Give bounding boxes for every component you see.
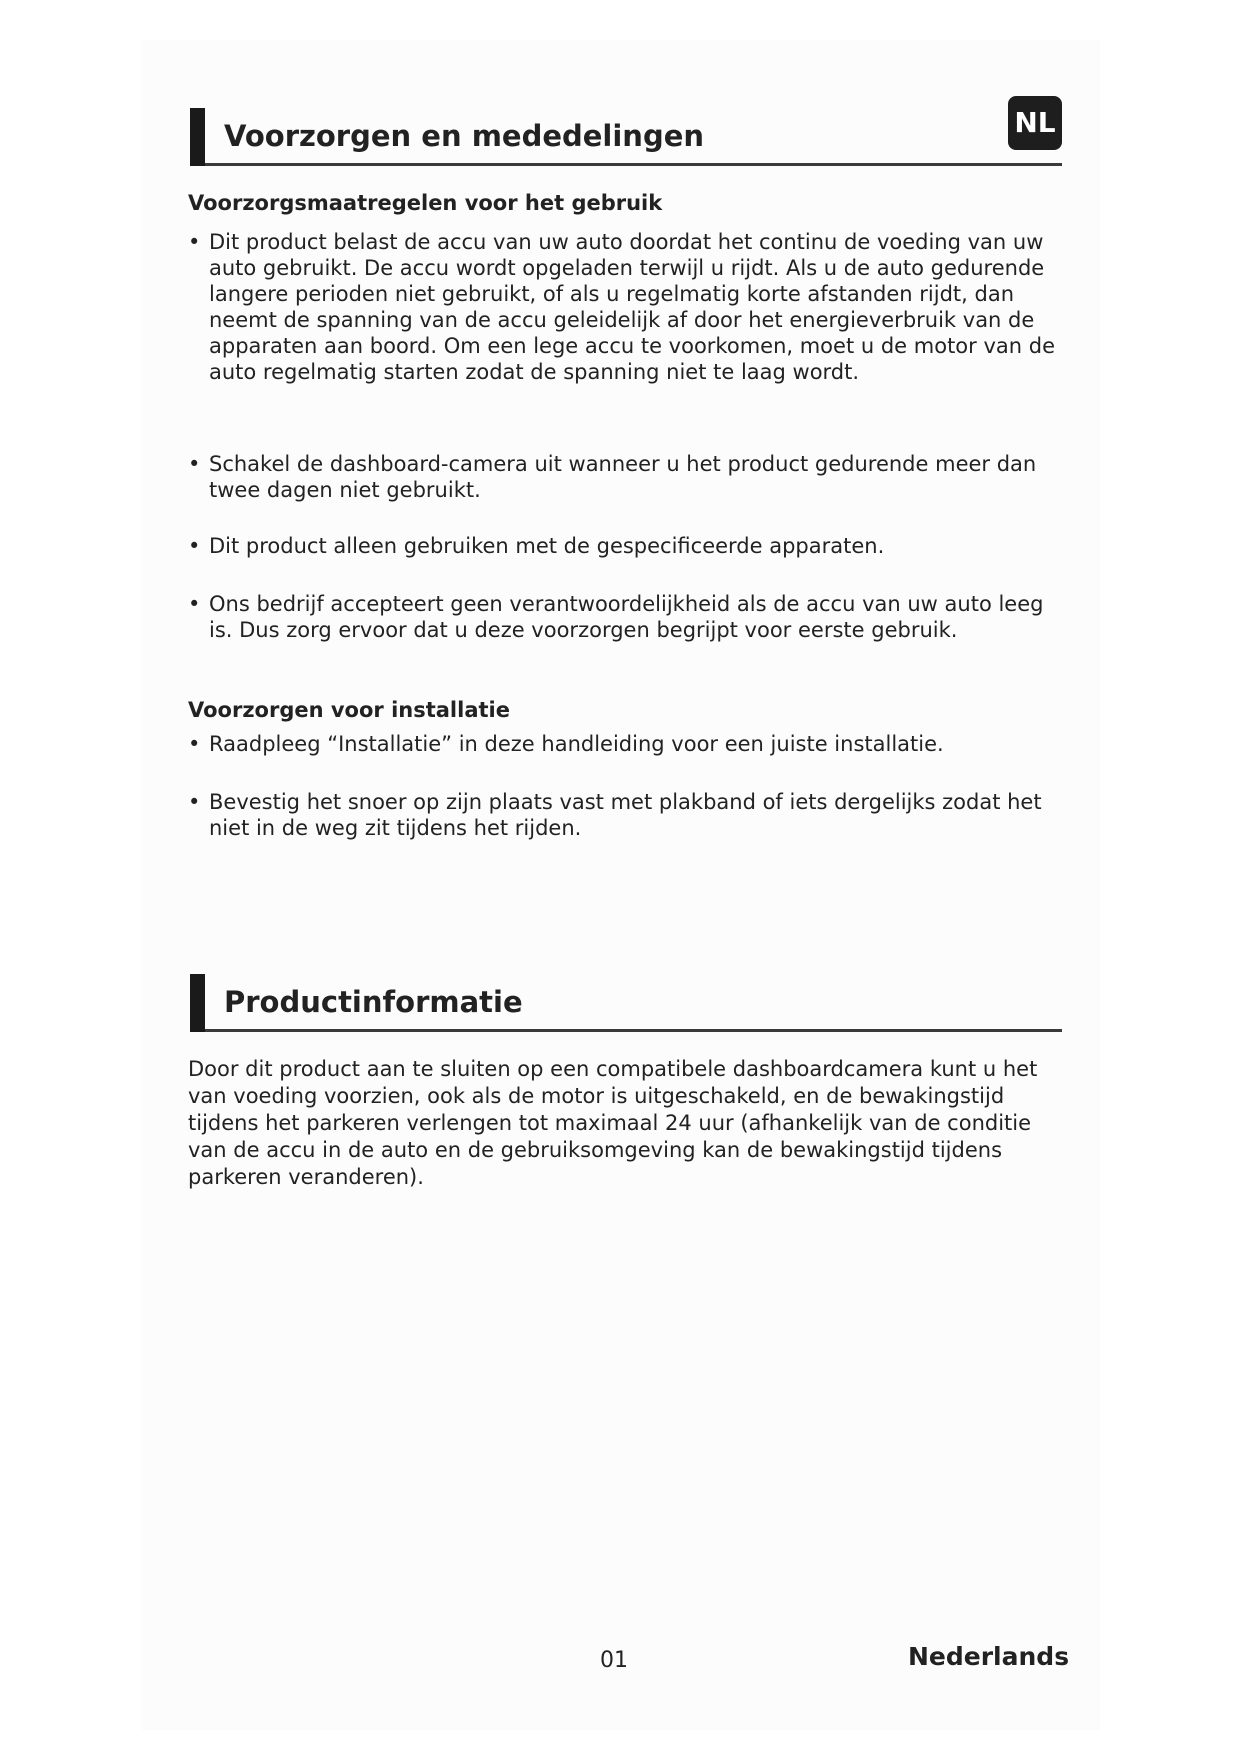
language-badge: NL [1008, 96, 1062, 150]
bullet-icon: • [188, 452, 201, 476]
heading-accent-bar [190, 108, 205, 166]
list-item [188, 591, 1068, 643]
bullet-icon: • [188, 534, 201, 558]
list-item-text: Raadpleeg “Installatie” in deze handleiding voor een juiste installatie. [209, 732, 944, 756]
product-info-paragraph: Door dit product aan te sluiten op een compatibele dashboardcamera kunt u het van voeding voorzien, ook als de motor is uitgeschakeld, en de bewakingstijd tijdens het parkeren verlengen tot maximaal 24 uur (afhankelijk van de conditie van de accu in de auto en de gebruiksomgeving kan de bewakingstijd tijdens parkeren veranderen). [188, 1057, 1038, 1189]
footer-language: Nederlands [908, 1642, 1070, 1671]
list-item-text: Dit product alleen gebruiken met de gespecificeerde apparaten. [209, 534, 885, 558]
list-item-text: Bevestig het snoer op zijn plaats vast met plakband of iets dergelijks zodat het niet in de weg zit tijdens het rijden. [209, 790, 1042, 840]
list-item-text: Ons bedrijf accepteert geen verantwoordelijkheid als de accu van uw auto leeg is. Dus zorg ervoor dat u deze voorzorgen begrijpt voor eerste gebruik. [209, 592, 1044, 642]
bullet-icon: • [188, 592, 201, 616]
section-title: Voorzorgen en mededelingen [224, 119, 705, 153]
list-item [188, 229, 1068, 385]
subheading-usage: Voorzorgsmaatregelen voor het gebruik [188, 191, 663, 215]
list-item-text: Dit product belast de accu van uw auto doordat het continu de voeding van uw auto gebruikt. De accu wordt opgeladen terwijl u rijdt. Als u de auto gedurende langere perioden niet gebruikt, of als u regelmatig korte afstanden rijdt, dan neemt de spanning van de accu geleidelijk af door het energieverbruik van de apparaten aan boord. Om een lege accu te voorkomen, moet u de motor van de auto regelmatig starten zodat de spanning niet te laag wordt. [209, 230, 1055, 384]
list-item [188, 451, 1068, 503]
list-item-text: Schakel de dashboard-camera uit wanneer u het product gedurende meer dan twee dagen niet gebruikt. [209, 452, 1037, 502]
section-heading-precautions [190, 108, 1062, 166]
bullet-icon: • [188, 732, 201, 756]
bullet-icon: • [188, 230, 201, 254]
section-title: Productinformatie [224, 985, 523, 1019]
list-item [188, 533, 1068, 559]
section-heading-product-info [190, 974, 1062, 1032]
heading-accent-bar [190, 974, 205, 1032]
list-item [188, 731, 1068, 757]
page-number: 01 [600, 1648, 628, 1673]
bullet-icon: • [188, 790, 201, 814]
list-item [188, 789, 1068, 841]
subheading-installation: Voorzorgen voor installatie [188, 698, 510, 722]
